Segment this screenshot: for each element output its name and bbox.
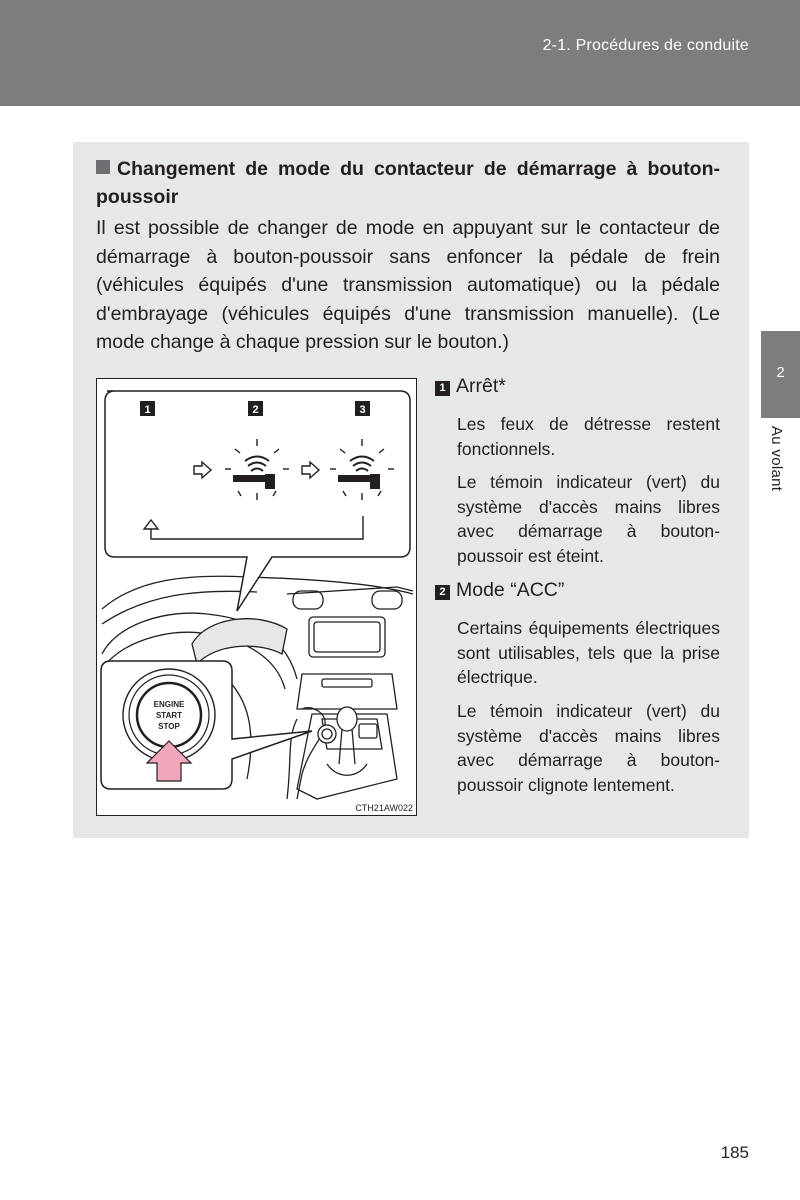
button-label-engine: ENGINE bbox=[153, 700, 185, 709]
item-1-paragraph-2: Le témoin indicateur (vert) du système d'accès mains libres avec démarrage à bouton-poussoir est éteint. bbox=[457, 472, 720, 566]
callout-1: 1 bbox=[144, 404, 151, 416]
figure-code: CTH21AW022 bbox=[355, 803, 413, 813]
dashboard-illustration bbox=[97, 379, 418, 817]
item-2-title bbox=[435, 579, 564, 602]
chapter-tab-label-wrap bbox=[766, 426, 794, 516]
chapter-tab bbox=[761, 331, 800, 418]
chapter-tab-number: 2 bbox=[776, 364, 785, 381]
callout-2: 2 bbox=[252, 404, 259, 416]
button-label-start: START bbox=[155, 711, 183, 720]
item-2-paragraph-2: Le témoin indicateur (vert) du système d'accès mains libres avec démarrage à bouton-poussoir clignote lentement. bbox=[457, 701, 720, 795]
illustration-figure bbox=[96, 378, 417, 816]
square-bullet-icon bbox=[96, 160, 110, 174]
callout-3: 3 bbox=[359, 404, 366, 416]
item-2-title-text: Mode “ACC” bbox=[456, 579, 565, 601]
item-1-number: 1 bbox=[435, 381, 450, 396]
item-1-title-text: Arrêt* bbox=[456, 375, 506, 397]
page-number: 185 bbox=[720, 1143, 749, 1162]
item-2-paragraph-1: Certains équipements électriques sont utilisables, tels que la prise électrique. bbox=[457, 618, 720, 687]
chapter-tab-label: Au volant bbox=[768, 426, 785, 492]
item-1-paragraph-1: Les feux de détresse restent fonctionnels. bbox=[457, 414, 720, 459]
item-1-title bbox=[435, 375, 506, 398]
section-heading bbox=[96, 155, 720, 211]
button-label-stop: STOP bbox=[158, 722, 180, 731]
chapter-title: 2-1. Procédures de conduite bbox=[542, 37, 749, 54]
section-heading-text: Changement de mode du contacteur de démarrage à bouton-poussoir bbox=[96, 158, 720, 208]
item-2-number: 2 bbox=[435, 585, 450, 600]
intro-paragraph: Il est possible de changer de mode en appuyant sur le contacteur de démarrage à bouton-poussoir sans enfoncer la pédale de frein (véhicules équipés d'une transmission automatique) ou la pédale d'embrayage (véhicules équipés d'une transmission manuelle). (Le mode change à chaque pression sur le bouton.) bbox=[96, 217, 720, 353]
page-header bbox=[0, 0, 800, 106]
